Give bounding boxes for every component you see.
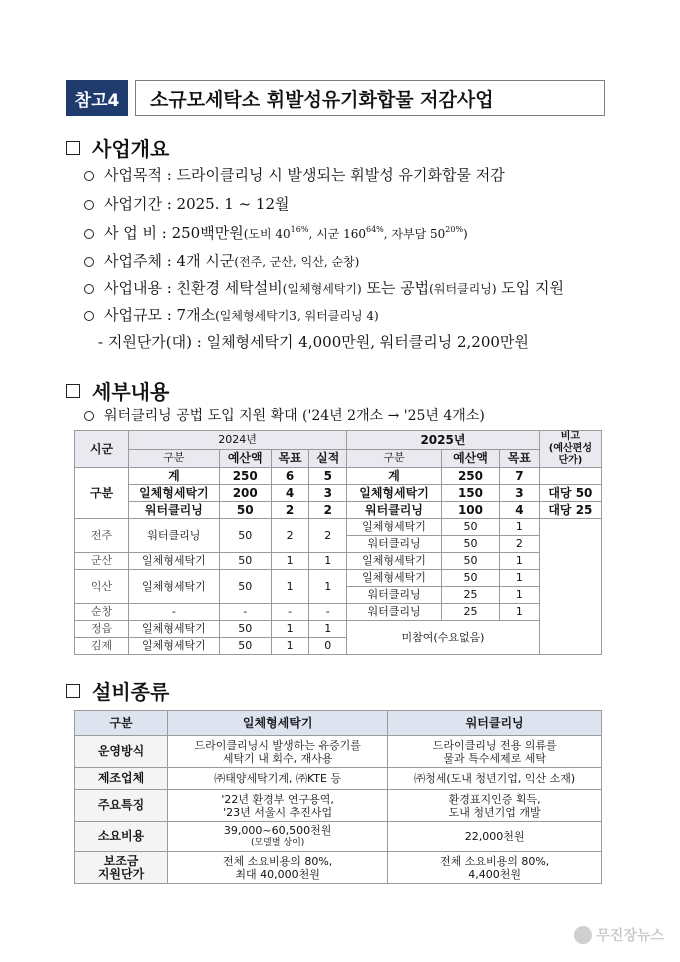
details-heading-text: 세부내용 bbox=[92, 380, 170, 404]
table-cell: 2 bbox=[309, 519, 347, 553]
table-cell: 50 bbox=[219, 638, 271, 655]
table-cell: 워터클리닝 bbox=[129, 502, 220, 519]
logo-icon bbox=[574, 926, 592, 944]
table-cell: 정읍 bbox=[75, 621, 129, 638]
table-cell: 200 bbox=[219, 485, 271, 502]
th-note: 비고 (예산편성 단가) bbox=[539, 431, 601, 468]
table-cell: 김제 bbox=[75, 638, 129, 655]
table-cell: ㈜청세(도내 청년기업, 익산 소재) bbox=[388, 768, 602, 790]
table-cell bbox=[539, 468, 601, 485]
details-line bbox=[84, 405, 485, 425]
table-cell: 워터클리닝 bbox=[129, 519, 220, 553]
circle-bullet-icon bbox=[84, 229, 94, 239]
square-bullet-icon bbox=[66, 141, 80, 155]
table-cell: 전주 bbox=[75, 519, 129, 553]
table-cell: 250 bbox=[219, 468, 271, 485]
agent-line bbox=[84, 250, 359, 271]
table-cell: 50 bbox=[219, 621, 271, 638]
th-budget-2024: 예산액 bbox=[219, 449, 271, 468]
table-cell: 1 bbox=[309, 553, 347, 570]
table-row bbox=[75, 604, 602, 621]
th-water: 워터클리닝 bbox=[388, 711, 602, 736]
equipment-heading bbox=[66, 676, 169, 705]
table-cell: 워터클리닝 bbox=[347, 587, 442, 604]
table-cell: 1 bbox=[500, 587, 540, 604]
table-cell: 1 bbox=[500, 604, 540, 621]
nonparticipation-cell: 미참여(수요없음) bbox=[347, 621, 540, 655]
table-cell: ) bbox=[463, 227, 468, 241]
table-cell: 또는 공법 bbox=[361, 279, 430, 297]
table-cell: 16% bbox=[290, 225, 309, 234]
table-row bbox=[75, 768, 602, 790]
table-cell: 20% bbox=[445, 225, 464, 234]
section-badge: 참고4 bbox=[66, 80, 128, 116]
square-bullet-icon bbox=[66, 684, 80, 698]
table-cell: 운영방식 bbox=[75, 736, 168, 768]
equipment-heading-text: 설비종류 bbox=[92, 680, 170, 704]
table-cell: 일체형세탁기 bbox=[347, 519, 442, 536]
table-row bbox=[75, 822, 602, 852]
page-title: 소규모세탁소 휘발성유기화합물 저감사업 bbox=[135, 80, 605, 116]
table-cell: 사 업 비 : 250백만원 bbox=[104, 224, 244, 242]
table-cell: ㈜태양세탁기계, ㈜KTE 등 bbox=[168, 768, 388, 790]
table-cell: 일체형세탁기 bbox=[129, 553, 220, 570]
table-cell: 워터클리닝 bbox=[347, 536, 442, 553]
table-cell: 25 bbox=[441, 604, 499, 621]
table-cell: 1 bbox=[500, 519, 540, 536]
table-cell: 50 bbox=[441, 519, 499, 536]
overview-heading-text: 사업개요 bbox=[92, 137, 170, 161]
purpose-line bbox=[84, 164, 505, 185]
th-integrated: 일체형세탁기 bbox=[168, 711, 388, 736]
table-cell: 0 bbox=[309, 638, 347, 655]
table-cell: 22,000천원 bbox=[388, 822, 602, 852]
table-cell bbox=[168, 822, 388, 852]
th-2024: 2024년 bbox=[129, 431, 347, 450]
th-type-2025: 구분 bbox=[347, 449, 442, 468]
circle-bullet-icon bbox=[84, 171, 94, 181]
table-cell: 3 bbox=[500, 485, 540, 502]
table-cell: 39,000~60,500천원 bbox=[223, 823, 332, 837]
table-cell: 군산 bbox=[75, 553, 129, 570]
table-cell: (워터클리닝) bbox=[429, 282, 497, 296]
table-cell: 보조금 지원단가 bbox=[75, 852, 168, 884]
table-cell: - bbox=[309, 604, 347, 621]
unit-price-line: - 지원단가(대) : 일체형세탁기 4,000만원, 워터클리닝 2,200만원 bbox=[98, 333, 529, 351]
table-cell: 1 bbox=[271, 638, 309, 655]
table-cell: 일체형세탁기 bbox=[347, 553, 442, 570]
table-cell: 제조업체 bbox=[75, 768, 168, 790]
square-bullet-icon bbox=[66, 384, 80, 398]
table-cell: 2 bbox=[500, 536, 540, 553]
overview-heading bbox=[66, 133, 169, 162]
table-cell: 드라이클리닝 전용 의류를 물과 특수세제로 세탁 bbox=[388, 736, 602, 768]
table-cell: 전체 소요비용의 80%, 4,400천원 bbox=[388, 852, 602, 884]
table-row bbox=[75, 485, 602, 502]
row-label: 구분 bbox=[75, 468, 129, 519]
table-cell bbox=[539, 519, 601, 655]
table-cell: 64% bbox=[365, 225, 384, 234]
table-cell: 일체형세탁기 bbox=[129, 621, 220, 638]
table-cell: 무진장뉴스 bbox=[596, 928, 664, 944]
table-cell: 50 bbox=[441, 536, 499, 553]
table-cell: 50 bbox=[219, 502, 271, 519]
th-city: 시군 bbox=[75, 431, 129, 468]
table-cell: 4 bbox=[500, 502, 540, 519]
table-cell: 사업주체 : 4개 시군 bbox=[104, 252, 235, 270]
circle-bullet-icon bbox=[84, 284, 94, 294]
th-2025: 2025년 bbox=[347, 431, 540, 450]
table-cell: 50 bbox=[219, 570, 271, 604]
table-cell: 1 bbox=[271, 621, 309, 638]
table-cell: 사업기간 : 2025. 1 ~ 12월 bbox=[104, 195, 290, 213]
table-cell: 50 bbox=[441, 570, 499, 587]
scale-line bbox=[84, 304, 379, 325]
table-cell: 전체 소요비용의 80%, 최대 40,000천원 bbox=[168, 852, 388, 884]
table-row bbox=[75, 736, 602, 768]
table-cell: 4 bbox=[271, 485, 309, 502]
table-cell: 50 bbox=[219, 553, 271, 570]
details-heading bbox=[66, 376, 169, 405]
table-cell: 일체형세탁기 bbox=[129, 570, 220, 604]
th-actual-2024: 실적 bbox=[309, 449, 347, 468]
table-cell: 1 bbox=[271, 553, 309, 570]
budget-line bbox=[84, 222, 468, 243]
table-cell: 주요특징 bbox=[75, 790, 168, 822]
table-cell: 일체형세탁기 bbox=[129, 638, 220, 655]
table-cell: 사업내용 : 친환경 세탁설비 bbox=[104, 279, 283, 297]
table-cell: (전주, 군산, 익산, 순창) bbox=[234, 255, 360, 269]
table-cell: 도입 지원 bbox=[496, 279, 564, 297]
table-cell: 대당 50 bbox=[539, 485, 601, 502]
table-cell: 대당 25 bbox=[539, 502, 601, 519]
th-target-2025: 목표 bbox=[500, 449, 540, 468]
table-row bbox=[75, 621, 602, 638]
table-cell: , 자부담 50 bbox=[383, 227, 446, 241]
table-cell: 6 bbox=[271, 468, 309, 485]
table-cell: 일체형세탁기 bbox=[129, 485, 220, 502]
table-cell: 일체형세탁기 bbox=[347, 570, 442, 587]
table-cell: 1 bbox=[500, 553, 540, 570]
table-cell: 계 bbox=[129, 468, 220, 485]
table-cell: 250 bbox=[441, 468, 499, 485]
table-cell: - bbox=[271, 604, 309, 621]
circle-bullet-icon bbox=[84, 200, 94, 210]
table-cell: '22년 환경부 연구용역, '23년 서울시 추진사업 bbox=[168, 790, 388, 822]
table-row bbox=[75, 570, 602, 587]
table-row bbox=[75, 790, 602, 822]
table-row bbox=[75, 852, 602, 884]
table-cell: 150 bbox=[441, 485, 499, 502]
equipment-table bbox=[74, 710, 602, 884]
table-cell: (일체형세탁기) bbox=[282, 282, 362, 296]
content-line bbox=[84, 277, 564, 298]
table-cell: 7 bbox=[500, 468, 540, 485]
table-cell: 익산 bbox=[75, 570, 129, 604]
table-cell: 1 bbox=[271, 570, 309, 604]
budget-table bbox=[74, 430, 602, 655]
th-target-2024: 목표 bbox=[271, 449, 309, 468]
table-cell: , 시군 160 bbox=[308, 227, 366, 241]
table-cell: 환경표지인증 획득, 도내 청년기업 개발 bbox=[388, 790, 602, 822]
th-equip-type: 구분 bbox=[75, 711, 168, 736]
table-cell: 2 bbox=[309, 502, 347, 519]
table-cell: 워터클리닝 bbox=[347, 502, 442, 519]
table-cell: 5 bbox=[309, 468, 347, 485]
table-cell: 소요비용 bbox=[75, 822, 168, 852]
table-cell: 워터클리닝 bbox=[347, 604, 442, 621]
period-line bbox=[84, 193, 290, 214]
table-cell: 계 bbox=[347, 468, 442, 485]
table-cell: 드라이클리닝시 발생하는 유증기를 세탁기 내 회수, 재사용 bbox=[168, 736, 388, 768]
table-cell: 워터클리닝 공법 도입 지원 확대 ('24년 2개소 → '25년 4개소) bbox=[104, 408, 485, 424]
table-cell: 1 bbox=[309, 570, 347, 604]
th-budget-2025: 예산액 bbox=[441, 449, 499, 468]
table-cell: (도비 40 bbox=[243, 227, 291, 241]
table-cell: - bbox=[219, 604, 271, 621]
table-cell: 2 bbox=[271, 502, 309, 519]
table-cell: (일체형세탁기3, 워터클리닝 4) bbox=[215, 309, 379, 323]
table-cell: 50 bbox=[441, 553, 499, 570]
table-cell: 50 bbox=[219, 519, 271, 553]
table-row bbox=[75, 468, 602, 485]
watermark bbox=[574, 925, 664, 945]
table-cell: - bbox=[129, 604, 220, 621]
circle-bullet-icon bbox=[84, 311, 94, 321]
circle-bullet-icon bbox=[84, 411, 94, 421]
table-row bbox=[75, 502, 602, 519]
table-cell: 1 bbox=[309, 621, 347, 638]
table-cell: (모델별 상이) bbox=[250, 837, 305, 848]
table-cell: 사업규모 : 7개소 bbox=[104, 306, 216, 324]
table-cell: 3 bbox=[309, 485, 347, 502]
table-cell: 25 bbox=[441, 587, 499, 604]
table-cell: 사업목적 : 드라이클리닝 시 발생되는 휘발성 유기화합물 저감 bbox=[104, 166, 505, 184]
table-cell: 일체형세탁기 bbox=[347, 485, 442, 502]
table-cell: 1 bbox=[500, 570, 540, 587]
circle-bullet-icon bbox=[84, 257, 94, 267]
table-row bbox=[75, 553, 602, 570]
table-cell: 100 bbox=[441, 502, 499, 519]
table-cell: 2 bbox=[271, 519, 309, 553]
th-type-2024: 구분 bbox=[129, 449, 220, 468]
table-cell: 순창 bbox=[75, 604, 129, 621]
table-row bbox=[75, 519, 602, 536]
